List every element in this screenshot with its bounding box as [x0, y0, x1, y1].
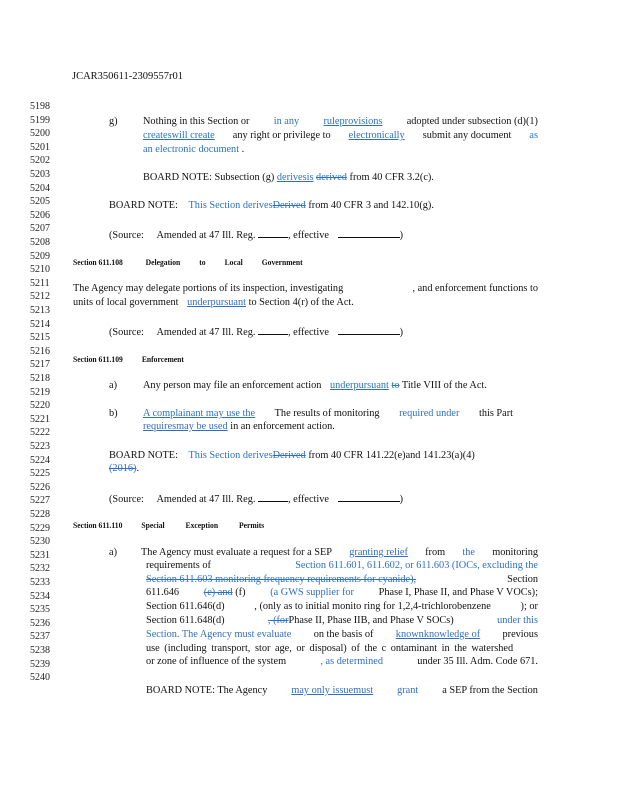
text: (Source:	[109, 327, 144, 338]
line-number: 5206	[30, 209, 50, 221]
line-number: 5229	[30, 522, 50, 534]
item-label-a: a)	[109, 380, 117, 391]
document-header: JCAR350611-2309557r01	[72, 71, 184, 82]
text: BOARD NOTE:	[109, 200, 178, 211]
line-number: 5211	[30, 277, 50, 289]
section-611-109-heading	[73, 354, 515, 366]
deleted-text: Section 611.603 monitoring frequency requirements for cyanide),	[146, 574, 417, 585]
text: (Source:	[109, 230, 144, 241]
text: The Agency may delegate portions of its inspection, investigating	[73, 283, 344, 294]
text: Section	[507, 574, 538, 585]
inserted-text: Section 611.601, 611.602, or 611.603 (IOCs, excluding the	[295, 560, 538, 571]
text: )	[399, 327, 403, 338]
text: Nothing in this Section or	[143, 116, 250, 127]
text: )	[399, 494, 403, 505]
line-number: 5223	[30, 441, 50, 452]
line-number: 5230	[30, 536, 50, 548]
text: Amended at 47 Ill. Reg.	[156, 327, 256, 338]
deleted-text: (e) and	[203, 587, 233, 598]
text: , (only as to initial monito ring for 1,2,4-trichlorobenzene	[254, 601, 491, 612]
line-number: 5231	[30, 549, 50, 561]
text: Title VIII of the Act.	[401, 380, 487, 391]
section-title: Delegation to Local Government	[145, 258, 303, 267]
line-number: 5239	[30, 658, 50, 670]
line-number: 5204	[30, 182, 50, 194]
line-number: 5216	[30, 345, 50, 357]
inserted-text: under this	[497, 615, 538, 626]
inserted-text: an electronic document	[143, 144, 240, 155]
inserted-text: may only issuemust	[291, 685, 374, 696]
text: The Agency must evaluate a request for a SEP	[141, 547, 333, 558]
inserted-text: underpursuant	[330, 380, 389, 391]
line-number: 5198	[30, 101, 50, 112]
text: adopted under subsection (d)(1)	[406, 116, 538, 127]
text: in an enforcement action.	[230, 421, 335, 432]
inserted-text: knownknowledge of	[395, 629, 481, 640]
line-number: 5232	[30, 563, 50, 575]
line-number: 5207	[30, 223, 50, 235]
line-number: 5217	[30, 359, 50, 371]
deleted-text: Derived	[272, 200, 306, 211]
inserted-text: This Section derives	[188, 450, 273, 461]
line-number: 5224	[30, 454, 50, 466]
line-number: 5240	[30, 672, 50, 684]
line-number: 5201	[30, 141, 50, 153]
text: Amended at 47 Ill. Reg.	[156, 494, 256, 505]
section-title: Special Exception Permits	[141, 521, 265, 530]
text: Amended at 47 Ill. Reg.	[156, 230, 256, 241]
text: a SEP from the Section	[442, 685, 538, 696]
inserted-text: , as determined	[320, 656, 384, 667]
deleted-text: , (for	[267, 615, 289, 626]
inserted-text: requiresmay be used	[143, 421, 228, 432]
text: under 35 Ill. Adm. Code 671.	[417, 656, 538, 667]
text: submit any document	[422, 130, 512, 141]
section-title: Enforcement	[141, 355, 184, 364]
line-number: 5219	[30, 386, 50, 398]
text: (f)	[235, 587, 246, 598]
text: or zone of influence of the system	[146, 656, 287, 667]
deleted-text: to	[391, 380, 400, 391]
text: Any person may file an enforcement action	[143, 380, 322, 391]
text: any right or privilege to	[232, 130, 331, 141]
text: BOARD NOTE: The Agency	[146, 685, 268, 696]
text: .	[136, 463, 140, 474]
text: on the basis of	[313, 629, 374, 640]
line-number: 5199	[30, 114, 50, 126]
text: , and enforcement functions to	[412, 283, 538, 294]
line-number: 5226	[30, 481, 50, 493]
text: Section 611.648(d)	[146, 615, 225, 626]
line-number: 5202	[30, 155, 50, 167]
blank-line	[258, 228, 288, 238]
text: to Section 4(r) of the Act.	[248, 297, 354, 308]
inserted-text: electronically	[348, 130, 405, 141]
inserted-text: (a GWS supplier for	[270, 587, 354, 598]
line-number: 5225	[30, 468, 50, 480]
inserted-text: This Section derives	[188, 200, 273, 211]
blank-line	[338, 228, 400, 238]
line-number: 5214	[30, 318, 50, 330]
text: (Source:	[109, 494, 144, 505]
line-number: 5200	[30, 128, 50, 140]
text: The results of monitoring	[274, 408, 380, 419]
text: use (including transport, stor age, or disposal) of the c ontaminant in the watershed	[146, 643, 514, 654]
inserted-text: A complainant may use the	[143, 408, 256, 419]
text: .	[241, 144, 245, 155]
blank-line	[258, 325, 288, 335]
line-number: 5234	[30, 590, 50, 602]
inserted-text: grant	[397, 685, 419, 696]
text: from 40 CFR 3 and 142.10(g).	[308, 200, 434, 211]
inserted-text: Section. The Agency must evaluate	[146, 629, 292, 640]
inserted-text: in any	[273, 116, 300, 127]
blank-line	[338, 492, 400, 502]
inserted-text: granting relief	[349, 547, 408, 558]
inserted-text: ruleprovisions	[323, 116, 383, 127]
blank-line	[258, 492, 288, 502]
blank-line	[338, 325, 400, 335]
text: Section 611.646(d)	[146, 601, 225, 612]
line-number: 5237	[30, 631, 50, 643]
inserted-text: required under	[399, 408, 460, 419]
inserted-text: as	[529, 130, 538, 141]
line-number: 5209	[30, 250, 50, 262]
section-number: Section 611.108	[73, 258, 123, 267]
text: units of local government	[73, 297, 179, 308]
section-number: Section 611.110	[73, 521, 123, 530]
text: this Part	[478, 408, 513, 419]
text: , effective	[288, 494, 329, 505]
line-number: 5213	[30, 305, 50, 316]
text: Phase I, Phase II, and Phase V VOCs);	[378, 587, 538, 598]
line-number: 5218	[30, 373, 50, 384]
deleted-text: (2016)	[109, 463, 137, 474]
line-number: 5228	[30, 509, 50, 520]
line-number: 5220	[30, 400, 50, 412]
section-611-108-heading	[73, 257, 515, 269]
inserted-text: derivesis	[276, 172, 314, 183]
text: monitoring	[492, 547, 538, 558]
text: from 40 CFR 3.2(c).	[349, 172, 434, 183]
inserted-text: the	[462, 547, 475, 558]
inserted-text: underpursuant	[187, 297, 247, 308]
line-number: 5205	[30, 196, 50, 208]
text: BOARD NOTE:	[109, 450, 178, 461]
section-611-110-heading	[73, 520, 515, 532]
line-number: 5235	[30, 604, 50, 616]
text: Phase II, Phase IIB, and Phase V SOCs)	[288, 615, 454, 626]
text: )	[399, 230, 403, 241]
deleted-text: Derived	[272, 450, 306, 461]
line-number: 5212	[30, 291, 50, 303]
text: , effective	[288, 327, 329, 338]
section-number: Section 611.109	[73, 355, 123, 364]
item-label-a: a)	[109, 547, 117, 558]
item-label-g: g)	[109, 116, 118, 127]
text: BOARD NOTE: Subsection (g)	[143, 172, 275, 183]
line-number: 5233	[30, 577, 50, 588]
text: ); or	[520, 601, 538, 612]
text: from 40 CFR 141.22(e)and 141.23(a)(4)	[308, 450, 475, 461]
item-label-b: b)	[109, 408, 118, 419]
para-611-108-line1	[73, 283, 538, 295]
deleted-text: derived	[316, 172, 347, 183]
line-number: 5208	[30, 237, 50, 248]
text: 611.646	[146, 587, 180, 598]
line-number: 5215	[30, 332, 50, 344]
line-number: 5236	[30, 617, 50, 629]
text: , effective	[288, 230, 329, 241]
inserted-text: createswill create	[143, 130, 215, 141]
line-number: 5203	[30, 169, 50, 180]
line-number: 5210	[30, 264, 50, 276]
text: requirements of	[146, 560, 211, 571]
line-number: 5222	[30, 427, 50, 439]
text: previous	[502, 629, 538, 640]
line-number: 5221	[30, 413, 50, 425]
line-number: 5227	[30, 495, 50, 507]
line-number: 5238	[30, 645, 50, 656]
para-611-108-line2	[73, 297, 538, 309]
text: from	[425, 547, 446, 558]
